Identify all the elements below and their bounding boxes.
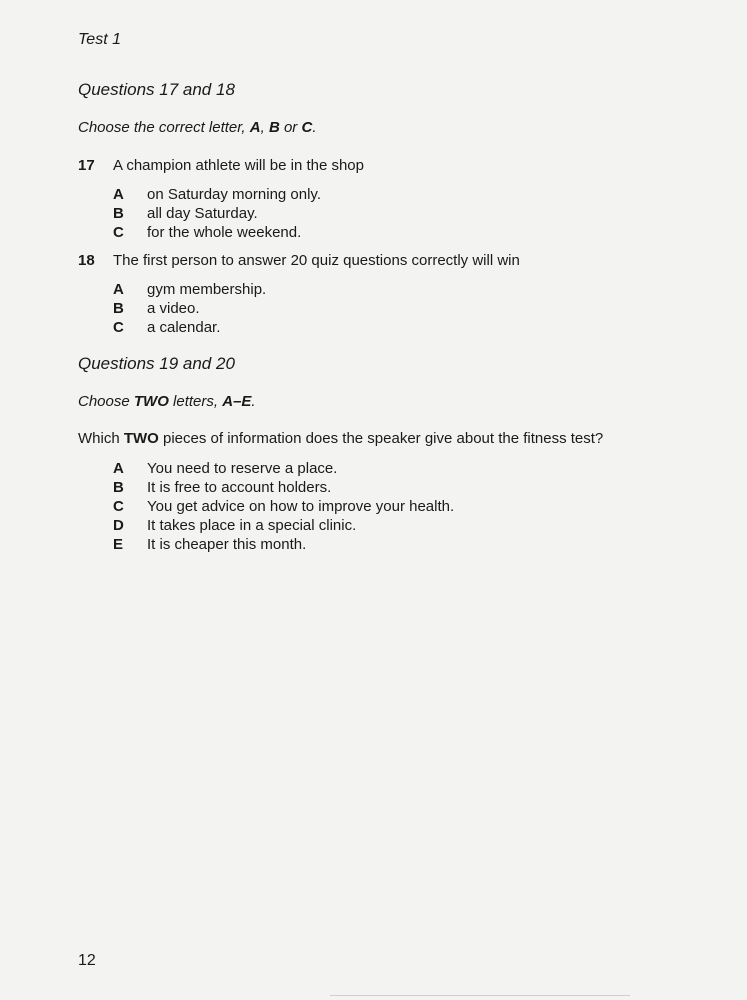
- option-17-b: B all day Saturday.: [113, 205, 258, 222]
- section-heading-19-20: Questions 19 and 20: [78, 354, 235, 373]
- question-18: [78, 252, 520, 269]
- question-number: 17: [78, 157, 95, 174]
- option-19-20-d: D It takes place in a special clinic.: [113, 517, 357, 534]
- option-19-20-c: C You get advice on how to improve your health.: [113, 498, 455, 515]
- section-instruction-19-20: Choose TWO letters, A–E.: [78, 393, 256, 410]
- option-18-b: B a video.: [113, 300, 200, 317]
- option-19-20-e: E It is cheaper this month.: [113, 536, 307, 553]
- scan-edge-divider: [330, 995, 630, 996]
- section-instruction-17-18: Choose the correct letter, A, B or C.: [78, 119, 317, 136]
- question-19-20-options: [113, 459, 454, 554]
- question-19-20: Which TWO pieces of information does the speaker give about the fitness test?: [78, 430, 604, 447]
- option-18-a: A gym membership.: [113, 281, 267, 298]
- question-18-options: [113, 280, 266, 337]
- option-19-20-a: A You need to reserve a place.: [113, 460, 338, 477]
- question-17: [78, 157, 364, 174]
- question-text: The first person to answer 20 quiz questions correctly will win: [113, 252, 520, 269]
- question-17-options: [113, 185, 321, 242]
- page-number: 12: [78, 952, 96, 969]
- question-number: 18: [78, 252, 95, 269]
- option-19-20-b: B It is free to account holders.: [113, 479, 332, 496]
- test-label: Test 1: [78, 31, 121, 48]
- question-text: A champion athlete will be in the shop: [113, 157, 364, 174]
- section-heading-17-18: Questions 17 and 18: [78, 80, 235, 99]
- option-17-c: C for the whole weekend.: [113, 224, 302, 241]
- option-18-c: C a calendar.: [113, 319, 221, 336]
- option-17-a: A on Saturday morning only.: [113, 186, 321, 203]
